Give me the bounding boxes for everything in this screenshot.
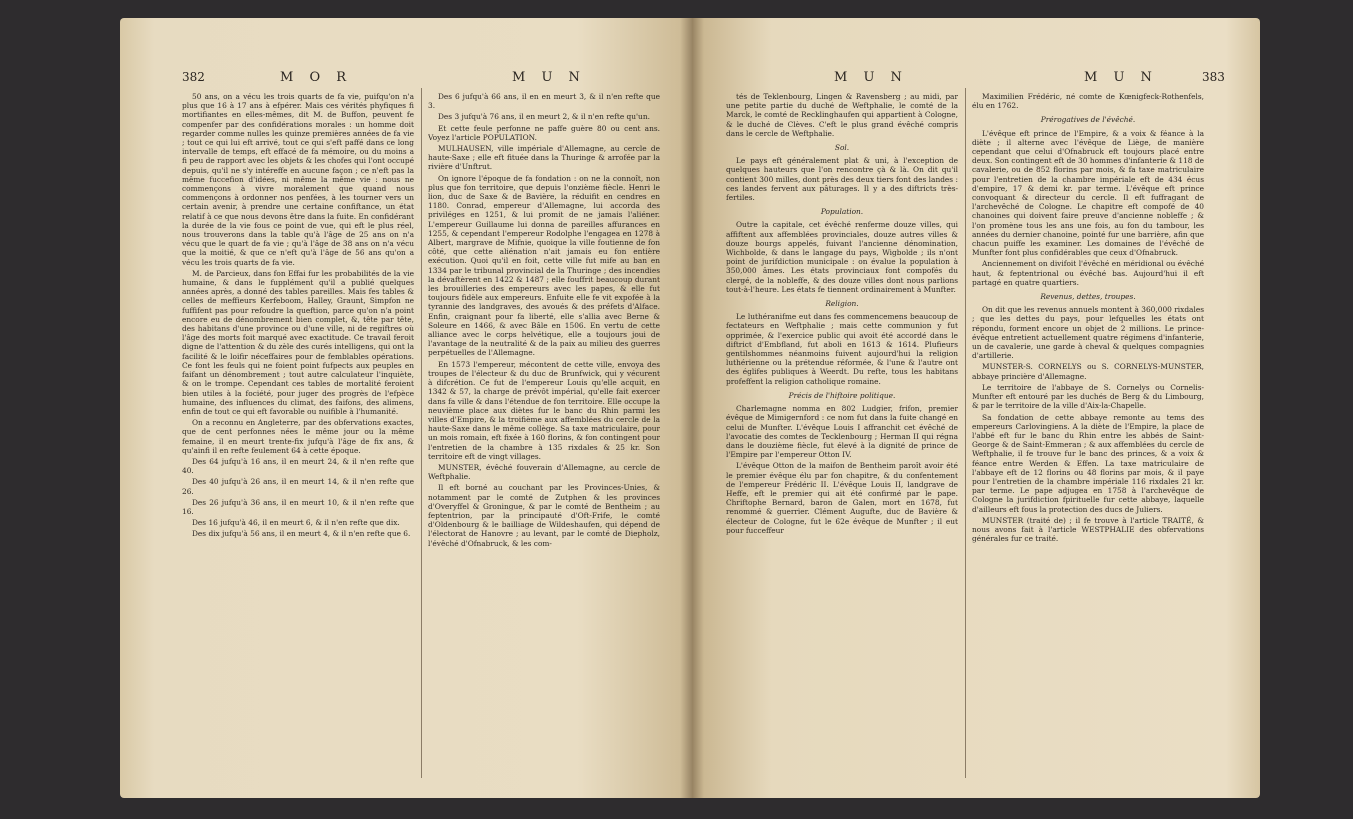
paragraph: Des 40 jufqu'à 26 ans, il en meurt 14, & il n'en refte que 26.: [182, 477, 414, 496]
paragraph: MUNSTER (traité de) ; il fe trouve à l'article TRAITÉ, & nous avons fait à l'article WESTPHALIE des obfervations générales fur ce traité.: [972, 515, 1204, 544]
paragraph: Des 64 jufqu'à 16 ans, il en meurt 24, & il n'en refte que 40.: [182, 456, 414, 476]
right-page-column-1: [726, 92, 958, 782]
paragraph: Charlemagne nomma en 802 Ludgier, frifon, premier évêque de Mimigernford : ce nom fut dans la fuite changé en celui de Munfter. L'évêque Louis I affranchit cet évêché de l'avocatie des comtes de Tecklenbourg ; Herman II qui régna dans le douzième fiècle, fut élevé à la dignité de prince de l'Empire par l'empereur Otton IV.: [726, 404, 958, 460]
section-heading: Précis de l'hiftoire politique.: [788, 390, 896, 400]
paragraph: Outre la capitale, cet évêché renferme douze villes, qui affiftent aux affemblées provinciales, douze autres villes & douze bourgs appelés, fuivant l'ancienne dénomination, Wichbolde, & dans le langage du pays, Wigbolde ; ils n'ont point de jurifdiction municipale : on évalue la population à 350,000 âmes. Les états provinciaux font compofés du clergé, de la nobleffe, & des douze villes dont nous parlions tout-à-l'heure. Les états fe tiennent ordinairement à Munfter.: [726, 220, 958, 294]
paragraph: Des 3 jufqu'à 76 ans, il en meurt 2, & il n'en refte qu'un.: [438, 112, 650, 122]
paragraph: Anciennement on divifoit l'évêché en méridional ou évêché haut, & feptentrional ou évêché bas. Aujourd'hui il eft partagé en quatre quartiers.: [972, 259, 1204, 287]
paragraph: M. de Parcieux, dans fon Effai fur les probabilités de la vie humaine, & dans le fupplément qu'il a publié quelques années après, a donné des tables pareilles. Mais fes tables & celles de meffieurs Kerfeboom, Halley, Graunt, Simpfon ne fuffifent pas pour refoudre la queftion, parce qu'on n'a point encore eu de dénombrement bien complet, &, tête par tête, des habitans d'une province ou d'une ville, ni de regiftres où l'âge des morts foit marqué avec exactitude. Ce travail feroit digne de l'attention & du zèle des curés intelligens, qui ont la facilité & le loifir néceffaires pour de femblables opérations. Ce font les feuls qui ne foient point fufpects aux peuples en faifant un dénombrement ; tout autre calculateur l'inquiète, & on le trompe. Cependant ces tables de mortalité feroient bien utiles à la fociété, pour juger des progrès de l'efpèce humaine, des influences du climat, des faifons, des alimens, enfin de tout ce qui eft favorable ou nuifible à l'humanité.: [182, 268, 414, 416]
paragraph: On dit que les revenus annuels montent à 360,000 rixdales ; que les dettes du pays, pour lefquelles les états ont répondu, forment encore un objet de 2 millions. Le prince-évêque entretient actuellement quatre régimens d'infanterie, un de cavalerie, une garde à cheval & quelques compagnies d'artillerie.: [972, 305, 1204, 361]
paragraph: Le territoire de l'abbaye de S. Cornelys ou Cornelis-Munfter eft entouré par les duchés de Berg & du Limbourg, & par le territoire de la ville d'Aix-la-Chapelle.: [972, 382, 1204, 411]
paragraph: Il eft borné au couchant par les Provinces-Unies, & notamment par le comté de Zutphen & les provinces d'Overyffel & Groningue, & par le comté de Bentheim ; au feptentrion, par la principauté d'Oft-Frife, le comté d'Oldenbourg & le bailliage de Wildeshaufen, qui dépend de l'électorat de Hanovre ; au levant, par le comté de Diepholz, l'évêché d'Ofnabruck, & les com-: [428, 483, 660, 548]
left-page: [120, 18, 692, 798]
section-heading: Religion.: [825, 299, 859, 309]
section-heading: Revenus, dettes, troupes.: [1040, 292, 1136, 302]
paragraph: MUNSTER-S. CORNELYS ou S. CORNELYS-MUNSTER, abbaye princière d'Allemagne.: [972, 362, 1204, 381]
column-rule: [421, 88, 422, 778]
paragraph: Le pays eft généralement plat & uni, à l'exception de quelques hauteurs que l'on rencontre çà & là. On dit qu'il contient 300 milles, dont près des deux tiers font des landes : ces landes fervent aux pâturages. Il y a des diftricts très-fertiles.: [726, 156, 958, 203]
paragraph: 50 ans, on a vécu les trois quarts de fa vie, puifqu'on n'a plus que 16 à 17 ans à efpérer. Mais ces vérités phyfiques fi mortifiantes en elles-mêmes, dit M. de Buffon, peuvent fe compenfer par des confidérations morales : un homme doit regarder comme nulles les quinze premières années de fa vie ; tout ce qui lui eft arrivé, tout ce qui s'eft paffé dans ce long intervalle de temps, eft effacé de fa mémoire, ou du moins a fi peu de rapport avec les objets & les chofes qui l'ont occupé depuis, qu'il ne s'y intéreffe en aucune façon ; ce n'eft pas la même fuccefion d'idées, ni même la même vie : nous ne commençons à vivre moralement que quand nous commençons à ordonner nos penfées, à les tourner vers un certain avenir, à prendre une certaine confiftance, un état relatif à ce que nous devons être dans la fuite. En confidérant la durée de la vie fous ce point de vue, qui eft le plus réel, nous trouverons dans la table qu'à l'âge de 25 ans on n'a vécu que le quart de fa vie ; qu'à l'âge de 38 ans on n'a vécu que la moitié, & que ce n'eft qu'à l'âge de 56 ans qu'on a vécu les trois quarts de fa vie.: [182, 92, 414, 267]
left-page-number: 382: [182, 70, 205, 84]
paragraph: Maximilien Frédéric, né comte de Kœnigfeck-Rothenfels, élu en 1762.: [972, 92, 1204, 111]
paragraph: Le luthéranifme eut dans fes commencemens beaucoup de fectateurs en Weftphalie ; mais cette communion y fut opprimée, & l'exercice public qui avoit été accordé dans le diftrict d'Embfland, fut aboli en 1613 & 1614. Plufieurs gentilshommes néanmoins fuivent aujourd'hui la religion luthérienne ou la prétendue réformée, & l'une & l'autre ont des églifes publiques à Weerdt. Du refte, tous les habitans profeffent la religion catholique romaine.: [726, 312, 958, 386]
paragraph: tés de Teklenbourg, Lingen & Ravensberg ; au midi, par une petite partie du duché de Weftphalie, le comté de la Marck, le comté de Recklinghaufen qui appartient à Cologne, & le duché de Clèves. C'eft le plus grand évêché compris dans le cercle de Weftphalie.: [726, 92, 958, 138]
paragraph: On a reconnu en Angleterre, par des obfervations exactes, que de cent perfonnes nées le même jour ou la même femaine, il en meurt trente-fix jufqu'à l'âge de fix ans, & qu'ainfi il en refte feulement 64 à cette époque.: [182, 418, 414, 455]
section-heading: Population.: [820, 207, 864, 217]
left-page-column-1: [182, 92, 414, 782]
paragraph: Des 6 jufqu'à 66 ans, il en en meurt 3, & il n'en refte que 3.: [428, 92, 660, 111]
right-page-column-2: [972, 92, 1204, 782]
paragraph: L'évêque eft prince de l'Empire, & a voix & féance à la diète ; il alterne avec l'évêque de Liège, de manière cependant que celui d'Ofnabruck eft toujours placé entre deux. Son contingent eft de 30 hommes d'infanterie & 118 de cavalerie, ou de 852 florins par mois, & fa taxe matriculaire pour l'entretien de la chambre impériale eft de 434 écus d'empire, 17 & demi kr. par terme. L'évêque eft prince convoquant & directeur du cercle. Il eft fuffragant de l'archevêché de Cologne. Le chapitre eft compofé de 40 chanoines qui doivent faire preuve d'ancienne nobleffe ; & l'on promène tous les ans une fois, au fon du tambour, les années du dernier chanoine, pointé fur une barrière, afin que chacun puiffe les examiner. Les domaines de l'évêché de Munfter font plus confidérables que ceux d'Ofnabruck.: [972, 128, 1204, 258]
paragraph: Des 26 jufqu'à 36 ans, il en meurt 10, & il n'en refte que 16.: [182, 497, 414, 516]
left-running-head-right: M U N: [512, 70, 586, 85]
section-heading: Prérogatives de l'évêché.: [1040, 115, 1136, 125]
paragraph: Sa fondation de cette abbaye remonte au tems des empereurs Carlovingiens. A la diète de l'Empire, la place de l'abbé eft fur le banc du Rhin entre les abbés de Saint-George & de Saint-Emmeran ; & aux affemblées du cercle de Weftphalie, il fe trouve fur le banc des princes, & a voix & féance entre Werden & Effen. La taxe matriculaire de l'abbaye eft de 12 florins ou 48 florins par mois, & il paye pour l'entretien de la chambre impériale 116 rixdales 21 kr. par terme. Le pape adjugea en 1758 à l'archevêque de Cologne la jurifdiction fpirituelle fur cette abbaye, laquelle d'ailleurs eft fous la protection des ducs de Juliers.: [972, 412, 1204, 514]
paragraph: L'évêque Otton de la maifon de Bentheim paroît avoir été le premier évêque élu par fon chapitre, & du confentement de l'empereur Frédéric II. L'évêque Louis II, landgrave de Heffe, eft le premier qui ait été confirmé par le pape. Chriftophe Bernard, baron de Galen, mort en 1678, fut renommé & guerrier. Clément Augufte, duc de Bavière & électeur de Cologne, fut le 62e évêque de Munfter ; il eut pour fucceffeur: [726, 461, 958, 535]
paragraph: Des 16 jufqu'à 46, il en meurt 6, & il n'en refte que dix.: [192, 518, 400, 528]
open-book: [120, 18, 1260, 798]
paragraph: On ignore l'époque de fa fondation : on ne la connoît, non plus que fon territoire, que depuis l'onzième fiècle. Henri le lion, duc de Saxe & de Bavière, la réduifit en cendres en 1180. Conrad, empereur d'Allemagne, lui accorda des priviléges en 1251, & lui promit de ne jamais l'aliéner. L'empereur Guillaume lui donna de pareilles affurances en 1255, & cependant l'empereur Rodolphe l'engagea en 1278 à Albert, margrave de Mifnie, quoique la ville foutienne de fon côté, que cette aliénation n'ait jamais eu fon entière exécution. Quoi qu'il en foit, cette ville fut mife au ban en 1334 par le tribunal provincial de la Thuringe ; des incendies la dévaftèrent en 1422 & 1487 ; elle fouffrit beaucoup durant les brouilleries des empereurs avec les papes, & elle fut toujours fidèle aux empereurs. Enfuite elle fe vit expofée à la tyrannie des landgraves, des avoués & des préfets d'Alface. Enfin, craignant pour fa liberté, elle s'allia avec Berne & Soleure en 1466, & avec Bâle en 1506. En vertu de cette alliance avec le corps helvétique, elle a toujours joui de l'avantage de la neutralité & de la paix au milieu des guerres perpétuelles de l'Allemagne.: [428, 173, 660, 358]
left-page-column-2: [428, 92, 660, 782]
paragraph: En 1573 l'empereur, mécontent de cette ville, envoya des troupes de l'électeur & du duc de Brunfwick, qui y vécurent à difcrétion. Ce fut de l'empereur Louis qu'elle acquit, en 1342 & 57, la charge de prévôt impérial, qu'elle fait exercer dans fa ville & dans l'étendue de fon territoire. Elle occupe la neuvième place aux diètes fur le banc du Rhin parmi les villes d'Empire, & la troifième aux affemblées du cercle de la haute-Saxe dans le même collège. Sa taxe matriculaire, pour un mois romain, eft fixée à 160 florins, & fon contingent pour l'entretien de la chambre à 135 rixdales & 25 kr. Son territoire eft de vingt villages.: [428, 359, 660, 461]
paragraph: MUNSTER, évêché fouverain d'Allemagne, au cercle de Weftphalie.: [428, 462, 660, 482]
column-rule: [965, 88, 966, 778]
section-heading: Sol.: [834, 143, 850, 153]
right-page: [692, 18, 1260, 798]
paragraph: MULHAUSEN, ville impériale d'Allemagne, au cercle de haute-Saxe ; elle eft fituée dans la Thuringe & arrofée par la rivière d'Unftrut.: [428, 144, 660, 172]
right-running-head-left: M U N: [834, 70, 908, 85]
right-running-head-right: M U N: [1084, 70, 1158, 85]
left-running-head-left: M O R: [280, 70, 353, 85]
paragraph: Et cette feule perfonne ne paffe guère 80 ou cent ans. Voyez l'article POPULATION.: [428, 123, 660, 142]
book-gutter: [680, 18, 704, 798]
paragraph: Des dix jufqu'à 56 ans, il en meurt 4, & il n'en refte que 6.: [192, 529, 411, 539]
right-page-number: 383: [1202, 70, 1225, 84]
